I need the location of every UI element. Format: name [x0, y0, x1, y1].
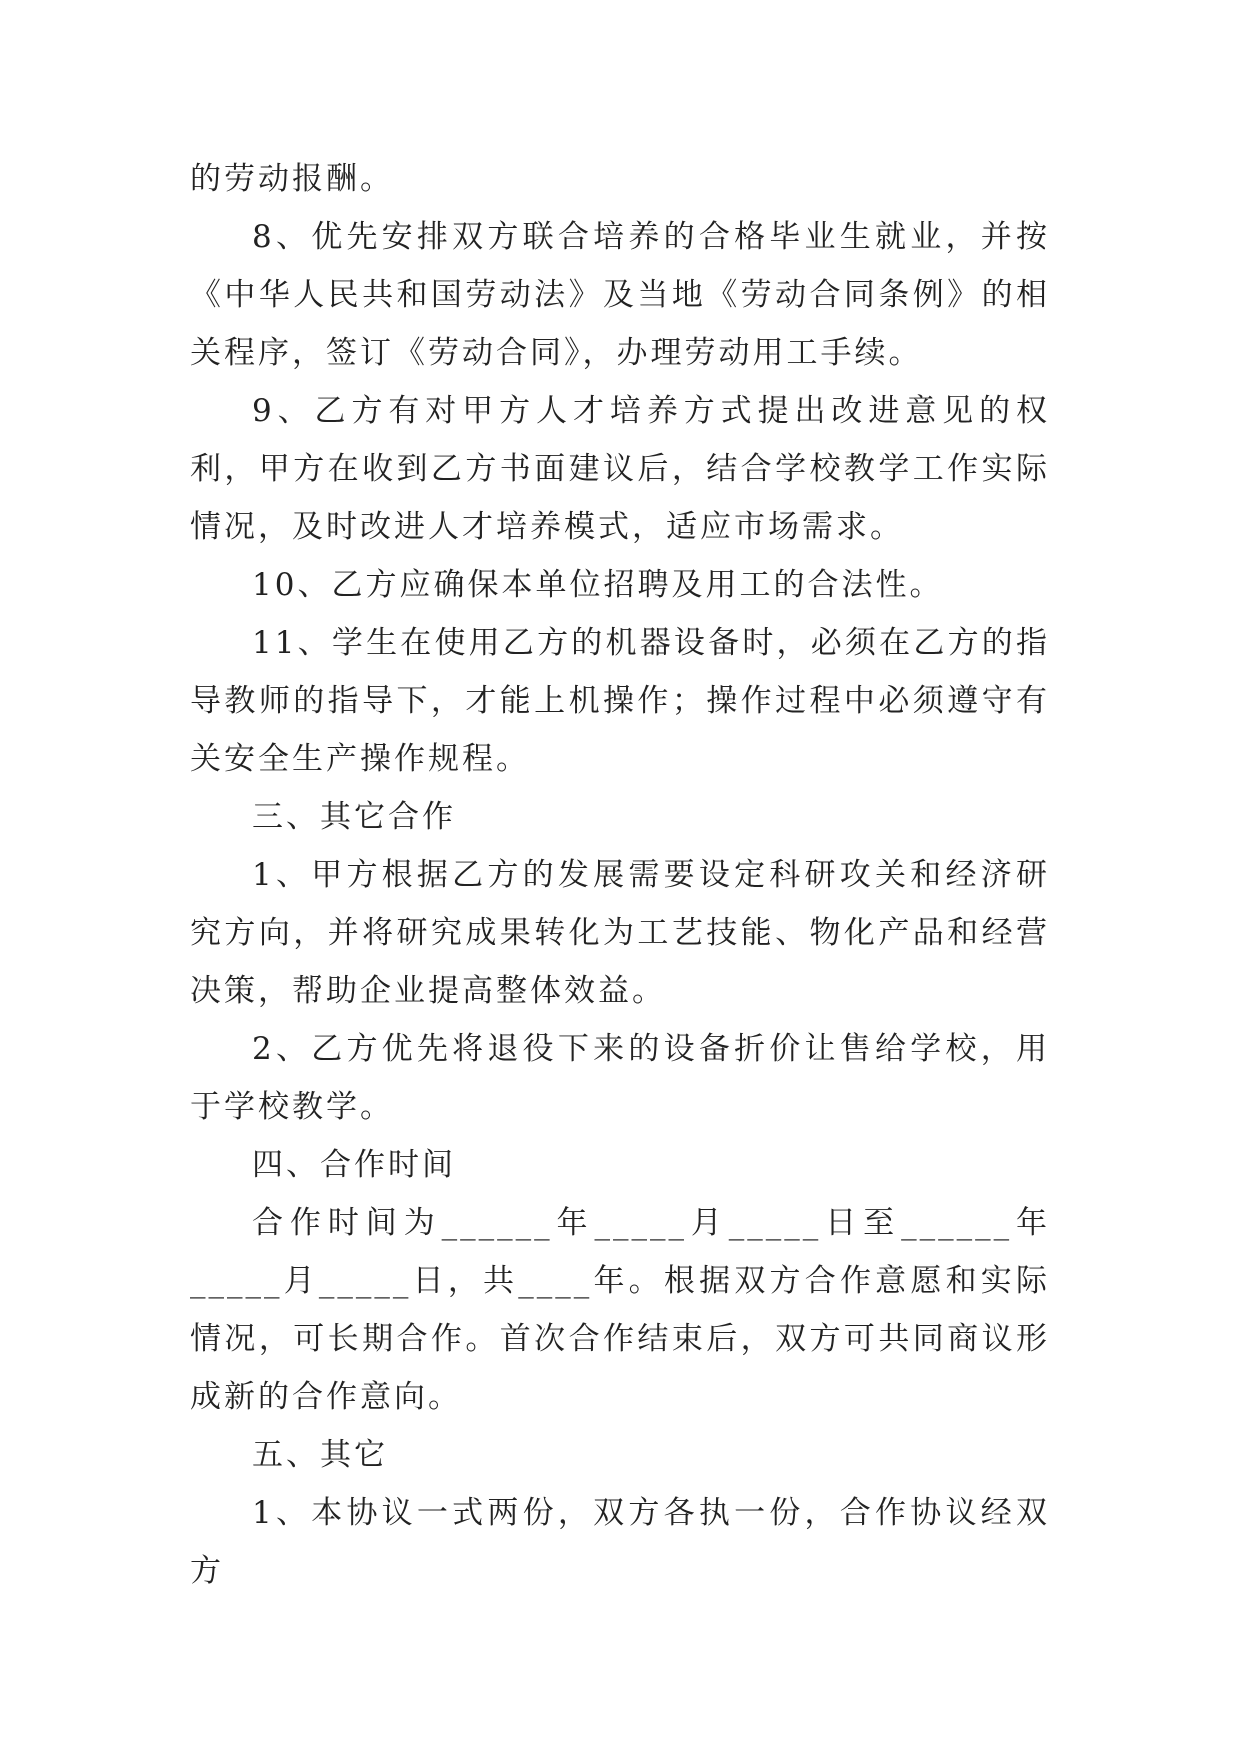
paragraph-12: 1、本协议一式两份，双方各执一份，合作协议经双方 — [190, 1495, 1050, 1589]
section-heading-5: 五、其它 — [252, 1437, 388, 1473]
section-heading-4: 四、合作时间 — [252, 1147, 456, 1183]
paragraph-4: 10、乙方应确保本单位招聘及用工的合法性。 — [252, 567, 944, 603]
paragraph-10: 合作时间为______年_____月_____日至______年_____月_____日，共____年。根据双方合作意愿和实际情况，可长期合作。首次合作结束后，双方可共同商议形成新的合作意向。 — [190, 1205, 1050, 1415]
paragraph-2: 8、优先安排双方联合培养的合格毕业生就业，并按《中华人民共和国劳动法》及当地《劳动合同条例》的相关程序，签订《劳动合同》，办理劳动用工手续。 — [190, 219, 1050, 371]
paragraph-3: 9、乙方有对甲方人才培养方式提出改进意见的权利，甲方在收到乙方书面建议后，结合学校教学工作实际情况，及时改进人才培养模式，适应市场需求。 — [190, 393, 1050, 545]
paragraph-5: 11、学生在使用乙方的机器设备时，必须在乙方的指导教师的指导下，才能上机操作；操作过程中必须遵守有关安全生产操作规程。 — [190, 625, 1050, 777]
document-body — [190, 150, 1050, 1600]
paragraph-8: 2、乙方优先将退役下来的设备折价让售给学校，用于学校教学。 — [190, 1031, 1050, 1125]
section-heading-3: 三、其它合作 — [252, 799, 456, 835]
paragraph-7: 1、甲方根据乙方的发展需要设定科研攻关和经济研究方向，并将研究成果转化为工艺技能、物化产品和经营决策，帮助企业提高整体效益。 — [190, 857, 1050, 1009]
paragraph-1: 的劳动报酬。 — [190, 161, 394, 197]
